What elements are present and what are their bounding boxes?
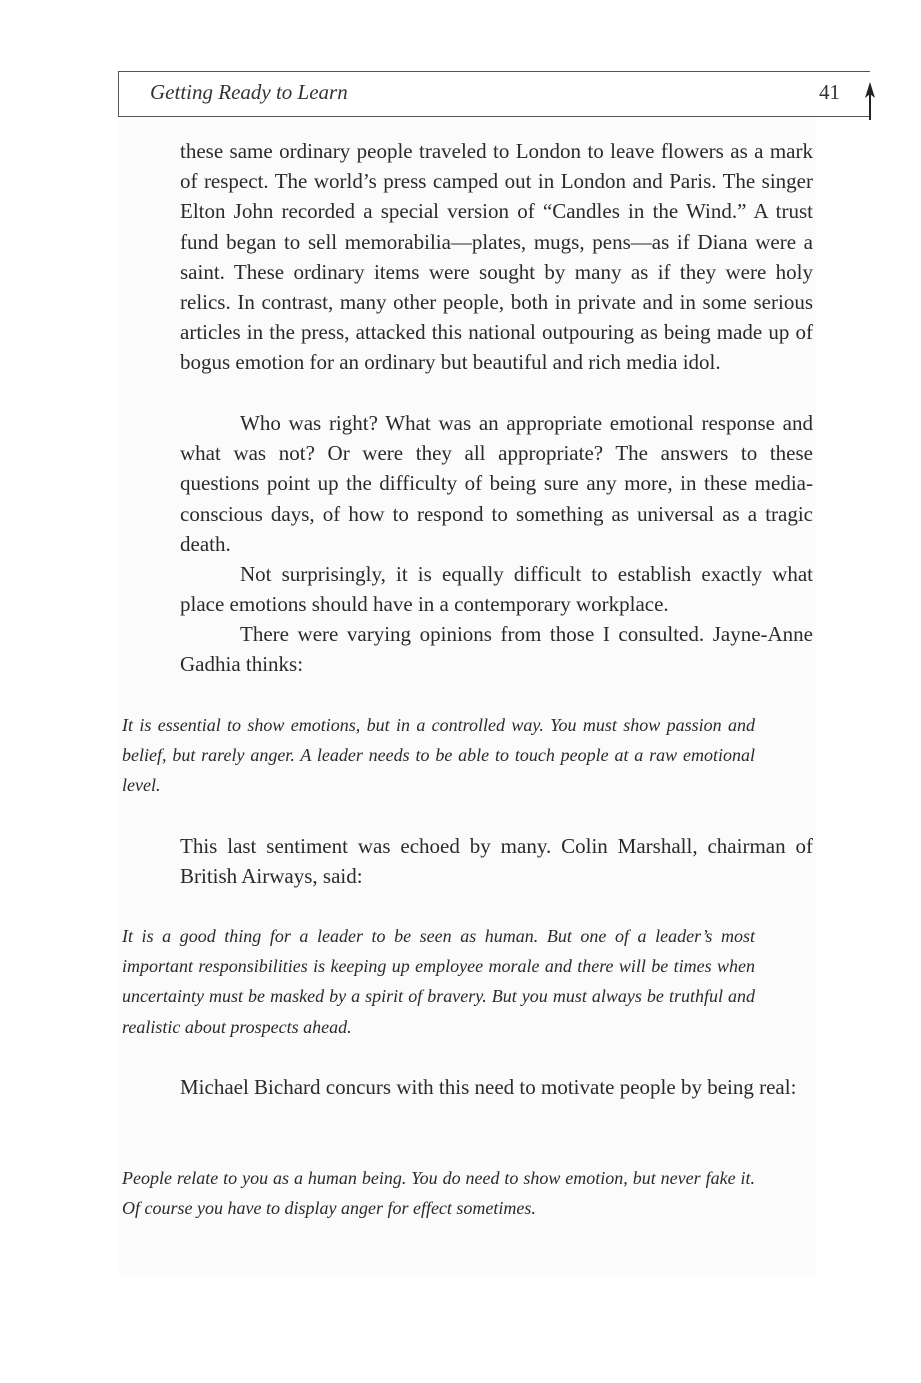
page-number: 41 (819, 80, 840, 104)
running-header (118, 71, 870, 117)
body-paragraph: these same ordinary people traveled to London to leave flowers as a mark of respect. The world’s press camped out in London and Paris. The singer Elton John recorded a special version of “Candles in the Wind.” A trust fund began to sell memorabilia—plates, mugs, pens—as if Diana were a saint. These ordinary items were sought by many as if they were holy relics. In contrast, many other people, both in private and in some serious articles in the press, attacked this national outpouring as being made up of bogus emotion for an ordinary but beautiful and rich media idol. (180, 139, 813, 375)
body-paragraph: There were varying opinions from those I consulted. Jayne-Anne Gadhia thinks: (180, 622, 813, 677)
arrow-up-icon (862, 82, 878, 120)
running-head-title: Getting Ready to Learn (150, 80, 348, 104)
block-quote: It is essential to show emotions, but in a controlled way. You must show passion and belief, but rarely anger. A leader needs to be able to touch people at a raw emotional level. (122, 715, 755, 796)
body-paragraph: This last sentiment was echoed by many. Colin Marshall, chairman of British Airways, said: (180, 834, 813, 889)
block-quote: It is a good thing for a leader to be seen as human. But one of a leader’s most important responsibilities is keeping up employee morale and there will be times when uncertainty must be masked by a spirit of bravery. But you must always be truthful and realistic about prospects ahead. (122, 926, 755, 1037)
block-quote: People relate to you as a human being. You do need to show emotion, but never fake it. Of course you have to display anger for effect sometimes. (122, 1168, 755, 1219)
body-paragraph: Not surprisingly, it is equally difficult to establish exactly what place emotions should have in a contemporary workplace. (180, 562, 813, 617)
body-paragraph: Michael Bichard concurs with this need to motivate people by being real: (180, 1075, 797, 1099)
body-paragraph: Who was right? What was an appropriate emotional response and what was not? Or were they all appropriate? The answers to these questions point up the difficulty of being sure any more, in these media-conscious days, of how to respond to something as universal as a tragic death. (180, 411, 813, 556)
